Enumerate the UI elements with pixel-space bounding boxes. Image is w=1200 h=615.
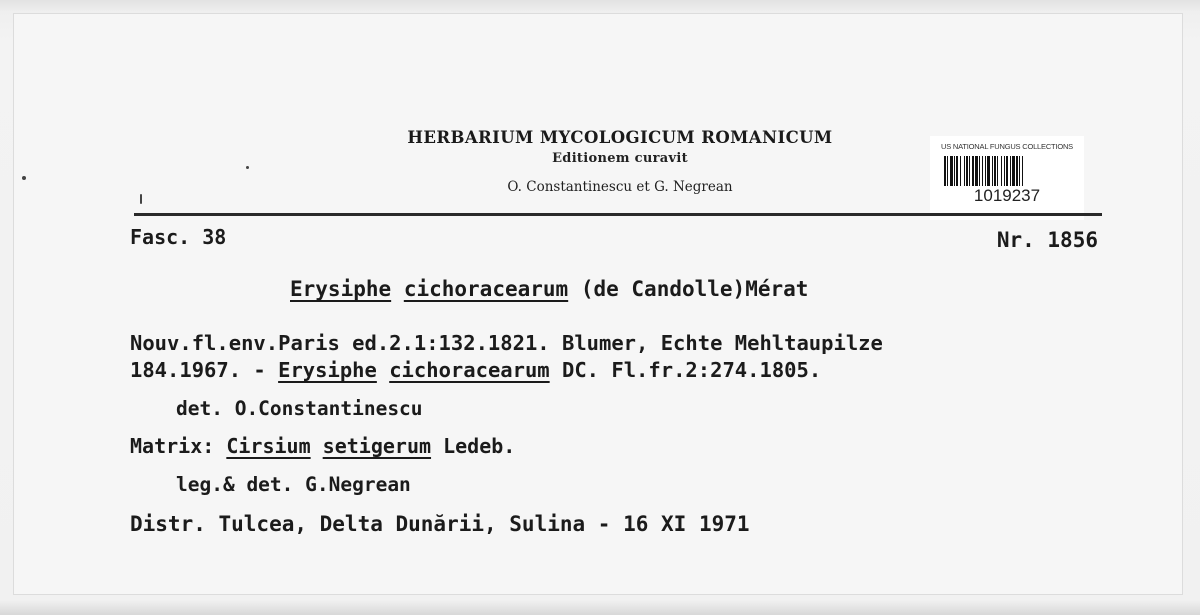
paper-speck (22, 176, 26, 180)
distribution-line: Distr. Tulcea, Delta Dunării, Sulina - 16 XI 1971 (130, 512, 750, 536)
herbarium-label-card (14, 14, 1182, 594)
reference-prefix: 184.1967. - (130, 358, 279, 382)
reference-line-1: Nouv.fl.env.Paris ed.2.1:132.1821. Blumer, Echte Mehltaupilze (130, 331, 883, 355)
paper-speck (140, 194, 142, 204)
header-divider (134, 213, 1102, 216)
host-epithet: setigerum (322, 434, 432, 458)
species-name (290, 277, 808, 301)
barcode-icon (944, 156, 1070, 186)
exsiccata-number: Nr. 1856 (996, 228, 1098, 252)
barcode-number: 1019237 (973, 186, 1041, 205)
fascicle-number: Fasc. 38 (130, 225, 227, 249)
species-author: (de Candolle)Mérat (580, 277, 809, 301)
editors-names: O. Constantinescu et G. Negrean (507, 179, 733, 195)
host-author: Ledeb. (431, 434, 516, 458)
synonym-epithet: cichoracearum (389, 358, 550, 382)
species-genus: Erysiphe (290, 277, 392, 301)
determiner-line: det. O.Constantinescu (176, 397, 423, 420)
reference-suffix: DC. Fl.fr.2:274.1805. (549, 358, 822, 382)
matrix-line (130, 434, 515, 458)
editor-line: Editionem curavit (552, 151, 688, 166)
species-epithet: cichoracearum (403, 277, 569, 301)
paper-speck (246, 166, 249, 169)
herbarium-title: HERBARIUM MYCOLOGICUM ROMANICUM (407, 128, 833, 147)
reference-line-2 (130, 358, 821, 382)
synonym-genus: Erysiphe (278, 358, 377, 382)
matrix-label: Matrix: (130, 434, 227, 458)
host-genus: Cirsium (226, 434, 311, 458)
barcode-label (930, 136, 1084, 220)
collector-line: leg.& det. G.Negrean (176, 473, 411, 496)
barcode-institution: US NATIONAL FUNGUS COLLECTIONS (941, 142, 1073, 151)
